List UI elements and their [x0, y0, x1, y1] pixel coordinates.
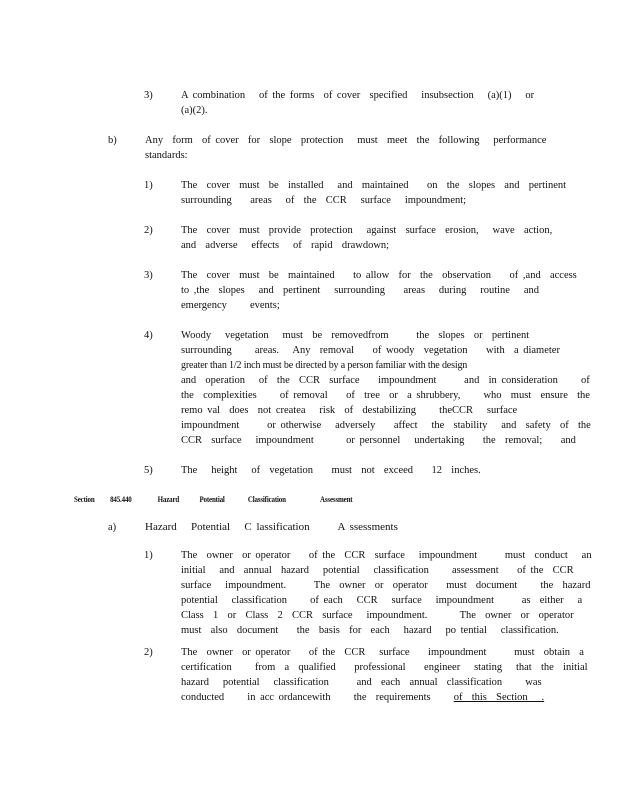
subsection-marker: a) [108, 522, 117, 533]
item-text: A combination of the forms of cover specified insubsection (a)(1) or (a)(2). [181, 90, 535, 116]
item-marker: 2) [144, 225, 153, 236]
item-text: The owner or operator of the CCR surface impoundment must conduct an initial and annual hazard potential classification assessment of the CCR surface impoundment. The owner or operator must document the hazard potential classification of each CCR surface impoundment as either a Class 1 or Class 2 CCR surface impoundment. The owner or operator must also document the basis for each hazard po tential classification. [181, 550, 592, 636]
item-marker: 4) [144, 330, 153, 341]
section-heading: Section 845.440 Hazard Potential Classification Assessment [74, 494, 353, 504]
item-text: Woody vegetation must be removedfrom the slopes or pertinent surrounding areas. Any removal of woody vegetation with a diameter greater than 1/2 inch must be directed by a person familiar with the design and operation of the CCR surface impoundment and in consideration of the complexities of removal of tree or a shrubbery, who must ensure the remo val does not createa risk of destabilizing theCCR surface impoundment or otherwise adversely affect the stability and safety of the CCR surface impoundment or personnel undertaking the removal; and [181, 330, 591, 446]
item-text: The height of vegetation must not exceed 12 inches. [181, 465, 481, 476]
item-marker: 1) [144, 180, 153, 191]
item-marker: 2) [144, 647, 153, 658]
item-marker: 3) [144, 270, 153, 281]
section-reference: of this Section . [453, 692, 545, 703]
item-text: The cover must provide protection against surface erosion, wave action, and adverse effects of rapid drawdown; [181, 225, 553, 251]
item-marker: 3) [144, 90, 153, 101]
item-text: The cover must be maintained to allow for the observation of ,and access to ,the slopes and pertinent surrounding areas during routine and emergency events; [181, 270, 577, 311]
item-marker: 5) [144, 465, 153, 476]
item-marker: 1) [144, 550, 153, 561]
subsection-title: Hazard Potential C lassification A ssessments [145, 521, 398, 533]
item-text: The cover must be installed and maintained on the slopes and pertinent surrounding areas of the CCR surface impoundment; [181, 180, 567, 206]
item-text: The owner or operator of the CCR surface impoundment must obtain a certification from a qualified professional engineer stating that the initial hazard potential classification and each annual classification was conducted in acc ordancewith the requirements of this Section . [181, 647, 588, 703]
item-marker: b) [108, 135, 117, 146]
item-text: Any form of cover for slope protection must meet the following performance standards: [145, 135, 547, 161]
